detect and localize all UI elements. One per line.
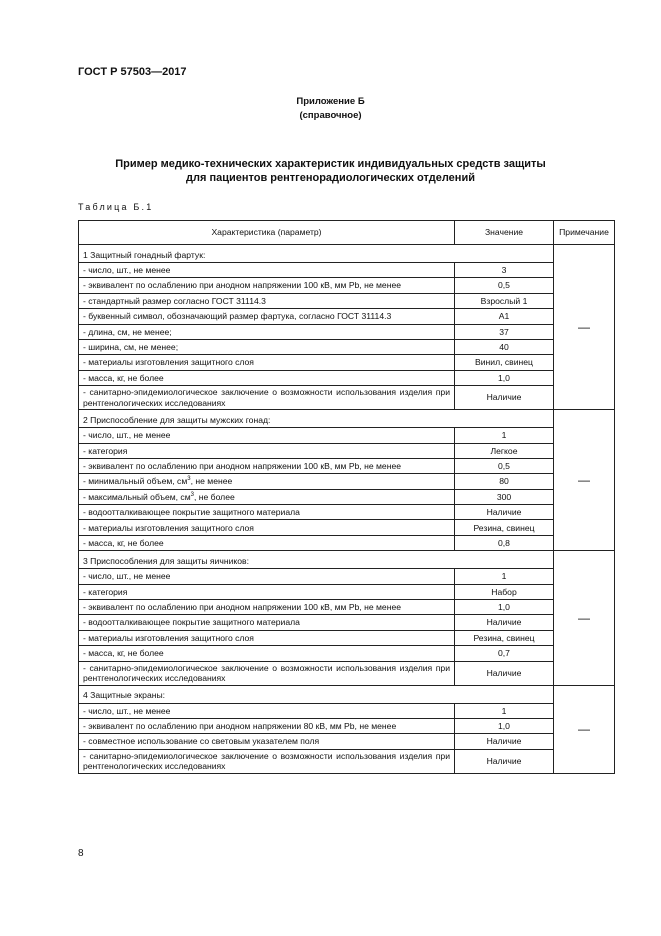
table-header-row [79, 221, 615, 245]
table-row [79, 324, 615, 339]
table-row [79, 718, 615, 733]
param-cell [79, 428, 455, 443]
section-spacer [455, 410, 554, 428]
param-name: - длина, см, не менее; [83, 326, 172, 337]
param-name: - материалы изготовления защитного слоя [83, 357, 254, 368]
param-name: - водоотталкивающее покрытие защитного материала [83, 617, 300, 628]
param-unit-exponent: 3 [187, 476, 191, 483]
note-cell: — [554, 245, 615, 410]
section-title: 3 Приспособления для защиты яичников: [79, 551, 455, 569]
value-cell: 0,7 [455, 646, 554, 661]
param-name: - стандартный размер согласно ГОСТ 31114.3 [83, 295, 266, 306]
table-row [79, 734, 615, 749]
param-cell [79, 600, 455, 615]
value-cell: Винил, свинец [455, 355, 554, 370]
param-cell [79, 293, 455, 308]
param-name: - максимальный объем, см [83, 491, 191, 502]
table-row [79, 339, 615, 354]
table-row [79, 263, 615, 278]
note-cell: — [554, 685, 615, 773]
param-cell [79, 520, 455, 535]
table-row [79, 370, 615, 385]
table-row [79, 520, 615, 535]
param-cell [79, 584, 455, 599]
table-row [79, 703, 615, 718]
section-row [79, 245, 615, 263]
param-name: - материалы изготовления защитного слоя [83, 632, 254, 643]
characteristics-table [78, 220, 615, 774]
note-cell: — [554, 410, 615, 551]
value-cell: Наличие [455, 661, 554, 685]
param-cell [79, 569, 455, 584]
param-cell [79, 718, 455, 733]
table-body [79, 245, 615, 774]
table-row [79, 569, 615, 584]
param-name-tail: , не более [193, 491, 235, 502]
value-cell: 1,0 [455, 370, 554, 385]
value-cell: Набор [455, 584, 554, 599]
param-cell [79, 661, 455, 685]
param-cell [79, 489, 455, 504]
param-name: - санитарно-эпидемиологическое заключение о возможности использования изделия при рентгенологических исследованиях [83, 750, 450, 772]
section-title: 2 Приспособление для защиты мужских гонад: [79, 410, 455, 428]
param-name: - число, шт., не менее [83, 430, 171, 441]
param-name-tail: , не менее [190, 476, 233, 487]
section-title: 4 Защитные экраны: [79, 685, 455, 703]
param-cell [79, 535, 455, 550]
value-cell: Взрослый 1 [455, 293, 554, 308]
value-cell: 0,5 [455, 458, 554, 473]
param-name: - ширина, см, не менее; [83, 341, 179, 352]
param-cell [79, 278, 455, 293]
section-row [79, 685, 615, 703]
table-row [79, 630, 615, 645]
header-note: Примечание [554, 221, 615, 245]
value-cell: 1,0 [455, 718, 554, 733]
table-row [79, 293, 615, 308]
param-cell [79, 615, 455, 630]
param-cell [79, 474, 455, 489]
page-number: 8 [78, 848, 84, 859]
table-row [79, 535, 615, 550]
param-name: - масса, кг, не более [83, 372, 164, 383]
value-cell: 1 [455, 703, 554, 718]
heading-line-2: для пациентов рентгенорадиологических отделений [186, 172, 475, 184]
param-cell [79, 339, 455, 354]
param-name: - число, шт., не менее [83, 265, 171, 276]
param-cell [79, 646, 455, 661]
value-cell: 3 [455, 263, 554, 278]
param-cell [79, 309, 455, 324]
param-cell [79, 355, 455, 370]
value-cell: Наличие [455, 386, 554, 410]
value-cell: 1,0 [455, 600, 554, 615]
table-row [79, 309, 615, 324]
value-cell: Резина, свинец [455, 630, 554, 645]
param-cell [79, 386, 455, 410]
document-code: ГОСТ Р 57503—2017 [78, 66, 187, 78]
param-name: - масса, кг, не более [83, 648, 164, 659]
value-cell: 80 [455, 474, 554, 489]
param-name: - эквивалент по ослаблению при анодном напряжении 100 кВ, мм Pb, не менее [83, 280, 402, 291]
param-cell [79, 749, 455, 773]
section-row [79, 551, 615, 569]
param-cell [79, 370, 455, 385]
value-cell: Наличие [455, 734, 554, 749]
param-name: - масса, кг, не более [83, 537, 164, 548]
param-cell [79, 505, 455, 520]
table-row [79, 474, 615, 489]
param-cell [79, 734, 455, 749]
table-row [79, 615, 615, 630]
table-row [79, 661, 615, 685]
param-name: - санитарно-эпидемиологическое заключение о возможности использования изделия при рентгенологических исследованиях [83, 387, 450, 408]
param-unit-exponent: 3 [190, 491, 194, 498]
param-name: - категория [83, 445, 128, 456]
header-value: Значение [455, 221, 554, 245]
section-title: 1 Защитный гонадный фартук: [79, 245, 455, 263]
note-cell: — [554, 551, 615, 685]
table-row [79, 749, 615, 773]
param-cell [79, 458, 455, 473]
table-row [79, 458, 615, 473]
value-cell: 1 [455, 569, 554, 584]
param-cell [79, 443, 455, 458]
header-param: Характеристика (параметр) [79, 221, 455, 245]
value-cell: Резина, свинец [455, 520, 554, 535]
value-cell: Наличие [455, 749, 554, 773]
value-cell: Наличие [455, 505, 554, 520]
param-cell [79, 324, 455, 339]
value-cell: 0,5 [455, 278, 554, 293]
param-name: - материалы изготовления защитного слоя [83, 522, 254, 533]
section-spacer [455, 685, 554, 703]
table-row [79, 355, 615, 370]
table-row [79, 505, 615, 520]
section-spacer [455, 551, 554, 569]
section-spacer [455, 245, 554, 263]
table-row [79, 278, 615, 293]
value-cell: 37 [455, 324, 554, 339]
table-row [79, 646, 615, 661]
param-name: - число, шт., не менее [83, 571, 171, 582]
table-row [79, 600, 615, 615]
param-name: - минимальный объем, см [83, 476, 188, 487]
value-cell: 40 [455, 339, 554, 354]
param-name: - эквивалент по ослаблению при анодном напряжении 100 кВ, мм Pb, не менее [83, 602, 402, 613]
table-row [79, 428, 615, 443]
value-cell: Наличие [455, 615, 554, 630]
param-name: - число, шт., не менее [83, 705, 171, 716]
section-row [79, 410, 615, 428]
annex-note: (справочное) [299, 110, 362, 121]
param-name: - эквивалент по ослаблению при анодном напряжении 100 кВ, мм Pb, не менее [83, 460, 402, 471]
value-cell: 1 [455, 428, 554, 443]
table-row [79, 584, 615, 599]
table-label: Таблица Б.1 [78, 202, 154, 212]
value-cell: Легкое [455, 443, 554, 458]
param-name: - буквенный символ, обозначающий размер фартука, согласно ГОСТ 31114.3 [83, 311, 392, 322]
value-cell: 0,8 [455, 535, 554, 550]
param-name: - категория [83, 586, 128, 597]
value-cell: А1 [455, 309, 554, 324]
heading-line-1: Пример медико-технических характеристик индивидуальных средств защиты [115, 158, 546, 170]
param-cell [79, 630, 455, 645]
param-name: - санитарно-эпидемиологическое заключение о возможности использования изделия при рентгенологических исследованиях [83, 662, 450, 684]
table-row [79, 386, 615, 410]
param-cell [79, 263, 455, 278]
param-name: - совместное использование со световым указателем поля [83, 736, 320, 747]
table-row [79, 489, 615, 504]
table-row [79, 443, 615, 458]
annex-title: Приложение Б [296, 96, 365, 107]
param-cell [79, 703, 455, 718]
value-cell: 300 [455, 489, 554, 504]
param-name: - эквивалент по ослаблению при анодном напряжении 80 кВ, мм Pb, не менее [83, 721, 397, 732]
param-name: - водоотталкивающее покрытие защитного материала [83, 507, 300, 518]
